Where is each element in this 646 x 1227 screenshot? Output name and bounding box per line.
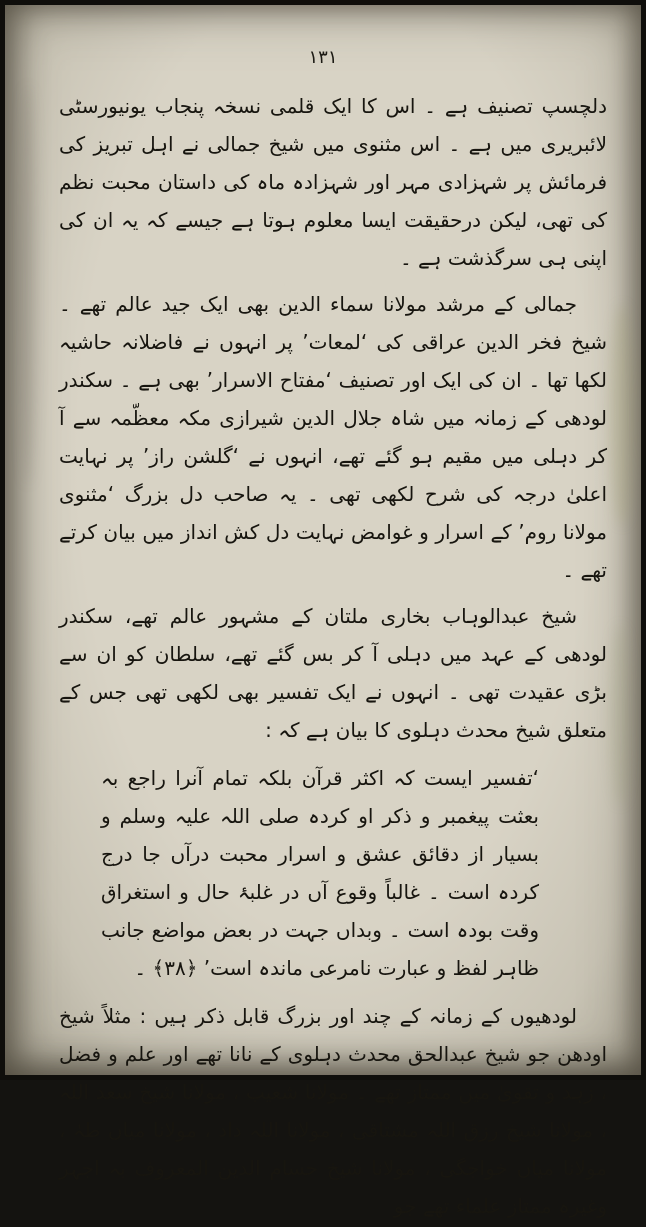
paragraph-continuation: دلچسپ تصنیف ہے ۔ اس کا ایک قلمی نسخہ پنجاب یونیورسٹی لائبریری میں ہے ۔ اس مثنوی میں شیخ جمالی نے اہل تبریز کی فرمائش پر شہزادی مہر اور شہزادہ ماہ کی داستان محبت نظم کی تھی، لیکن درحقیقت ایسا معلوم ہوتا ہے جیسے کہ یہ ان کی اپنی ہی سرگذشت ہے ۔ [59, 94, 607, 270]
scan-edge-shadow [19, 85, 37, 485]
page-body [59, 87, 607, 1227]
paragraph-jamali-murshid: جمالی کے مرشد مولانا سماء الدین بھی ایک جید عالم تھے ۔ شیخ فخر الدین عراقی کی ‘لمعات’ پر انہوں نے فاضلانہ حاشیہ لکھا تھا ۔ ان کی ایک اور تصنیف ‘مفتاح الاسرار’ بھی ہے ۔ سکندر لودھی کے زمانہ میں شاہ جلال الدین شیرازی مکہ معظّمہ سے آ کر دہلی میں مقیم ہو گئے تھے، انہوں نے ‘گلشن راز’ پر نہایت اعلیٰ درجہ کی شرح لکھی تھی ۔ یہ صاحب دل بزرگ ‘مثنوی مولانا روم’ کے اسرار و غوامض نہایت دل کش انداز میں بیان کرتے تھے ۔ [59, 292, 607, 582]
page-number: ۱۳۱ [308, 47, 338, 68]
scan-bleedthrough-artifact [609, 305, 635, 525]
persian-quote-block: ‘تفسیر ایست کہ اکثر قرآن بلکہ تمام آنرا راجع بہ بعثت پیغمبر و ذکر او کردہ صلی اللہ علیہ وسلم و بسیار از دقائق عشق و اسرار محبت درآں جا درج کردہ است ۔ غالباً وقوع آں در غلبۂ حال و استغراق وقت بودہ است ۔ وبداں جہت در بعض مواضع جانب ظاہر لفظ و عبارت نامرعی ماندہ است’ ﴿۳۸﴾ ۔ [101, 766, 539, 980]
paragraph-lodhi-era-scholars: لودھیوں کے زمانہ کے چند اور بزرگ قابل ذکر ہیں : مثلاً شیخ اودھن جو شیخ عبدالحق محدث دہلوی کے نانا تھے اور علم و فضل ، زہد و تقویٰ میں ممتاز تھے ۔ مولانا شعیب ، مولانا شیخ سعد اللہ ، مولانا شیخ رزق اللہ مشتاقی ، مولانا اللہ داد ، مولانا میاں طہٰ ، مولانا میاں خواجگی ، مولانا شیخ حسام الدین المعروف بہ اجہر وغیرہ ممتاز علماء تھے جو [59, 1004, 607, 1218]
paragraph-abdul-wahhab: شیخ عبدالوہاب بخاری ملتان کے مشہور عالم تھے، سکندر لودھی کے عہد میں دہلی آ کر بس گئے تھے، سلطان کو ان سے بڑی عقیدت تھی ۔ انہوں نے ایک تفسیر بھی لکھی تھی جس کے متعلق شیخ محدث دہلوی کا بیان ہے کہ : [59, 604, 607, 742]
scan-bleedthrough-artifact [609, 625, 631, 805]
